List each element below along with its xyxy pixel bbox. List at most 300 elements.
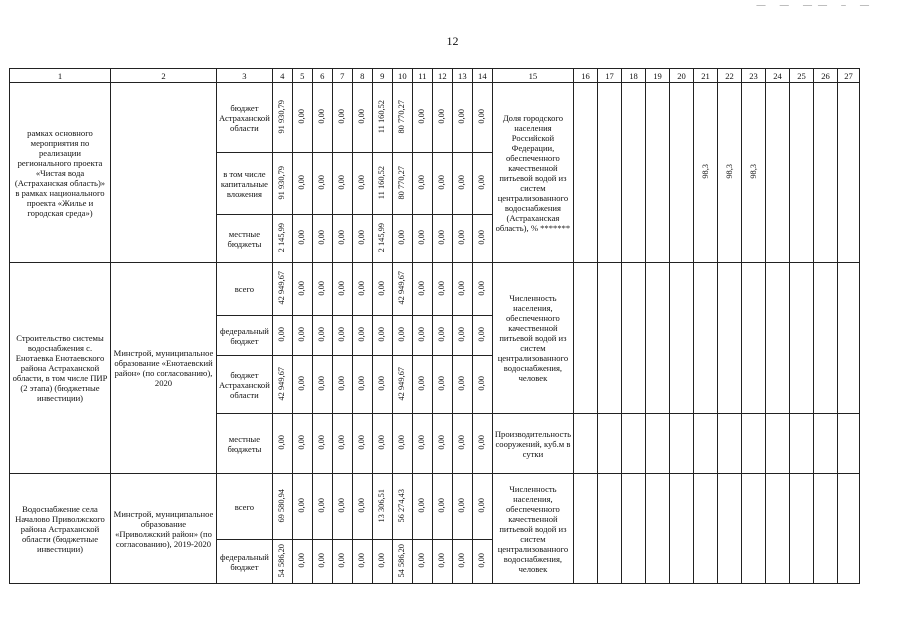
value-cell bbox=[272, 263, 292, 316]
value-cell bbox=[432, 316, 452, 356]
value-cell bbox=[432, 153, 452, 215]
table-row bbox=[10, 263, 860, 316]
value-cell bbox=[272, 153, 292, 215]
value-cell bbox=[392, 540, 412, 584]
value-cell bbox=[472, 540, 492, 584]
value-text: 0,00 bbox=[317, 230, 327, 245]
value-cell bbox=[312, 540, 332, 584]
value-cell bbox=[272, 83, 292, 153]
target-cell bbox=[718, 83, 742, 263]
indicator-name: Доля городского населения Российской Федерации, обеспеченного качественной питьевой водой из систем централизованного водоснабжения (Астраханская область), % ******* bbox=[492, 83, 573, 263]
value-text: 0,00 bbox=[317, 498, 327, 513]
value-text: 0,00 bbox=[377, 327, 387, 342]
value-text: 0,00 bbox=[377, 280, 387, 296]
value-text: 0,00 bbox=[457, 327, 467, 342]
value-text: 0,00 bbox=[357, 230, 367, 245]
value-text: 0,00 bbox=[297, 498, 307, 513]
empty-cell bbox=[814, 83, 838, 263]
column-number: 5 bbox=[292, 69, 312, 83]
value-text: 54 586,20 bbox=[277, 543, 287, 578]
column-number: 25 bbox=[790, 69, 814, 83]
empty-cell bbox=[694, 414, 718, 474]
value-text: 0,00 bbox=[437, 230, 447, 245]
value-cell bbox=[452, 540, 472, 584]
empty-cell bbox=[718, 474, 742, 584]
value-cell bbox=[332, 215, 352, 263]
value-text: 2 145,99 bbox=[277, 222, 287, 253]
value-text: 0,00 bbox=[317, 327, 327, 342]
value-text: 0,00 bbox=[337, 435, 347, 450]
value-cell bbox=[372, 215, 392, 263]
empty-cell bbox=[622, 263, 646, 414]
value-text: 0,00 bbox=[377, 435, 387, 450]
value-text: 0,00 bbox=[477, 435, 487, 450]
value-cell bbox=[292, 540, 312, 584]
value-text: 0,00 bbox=[337, 109, 347, 124]
value-cell bbox=[312, 474, 332, 540]
empty-cell bbox=[598, 474, 622, 584]
value-text: 0,00 bbox=[437, 498, 447, 513]
value-text: 0,00 bbox=[477, 280, 487, 296]
value-text: 0,00 bbox=[317, 553, 327, 568]
value-cell bbox=[292, 263, 312, 316]
executor bbox=[111, 83, 217, 263]
empty-cell bbox=[838, 263, 860, 414]
value-text: 0,00 bbox=[377, 553, 387, 568]
value-cell bbox=[292, 316, 312, 356]
value-cell bbox=[352, 316, 372, 356]
value-cell bbox=[392, 153, 412, 215]
funding-source: федеральный бюджет bbox=[217, 540, 273, 584]
column-numbers-row bbox=[10, 69, 860, 83]
column-number: 7 bbox=[332, 69, 352, 83]
value-cell bbox=[412, 414, 432, 474]
empty-cell bbox=[742, 414, 766, 474]
value-cell bbox=[392, 474, 412, 540]
value-text: 0,00 bbox=[357, 376, 367, 391]
value-cell bbox=[312, 153, 332, 215]
value-cell bbox=[312, 316, 332, 356]
value-text: 0,00 bbox=[477, 175, 487, 190]
value-text: 0,00 bbox=[357, 280, 367, 296]
value-cell bbox=[272, 316, 292, 356]
value-cell bbox=[392, 83, 412, 153]
value-text: 0,00 bbox=[457, 376, 467, 391]
value-cell bbox=[292, 153, 312, 215]
value-cell bbox=[372, 263, 392, 316]
empty-cell bbox=[694, 474, 718, 584]
empty-cell bbox=[766, 83, 790, 263]
target-cell bbox=[742, 83, 766, 263]
value-cell bbox=[272, 356, 292, 414]
column-number: 21 bbox=[694, 69, 718, 83]
value-cell bbox=[372, 153, 392, 215]
empty-cell bbox=[622, 474, 646, 584]
value-cell bbox=[352, 474, 372, 540]
column-number: 20 bbox=[670, 69, 694, 83]
empty-cell bbox=[766, 474, 790, 584]
value-text: 0,00 bbox=[437, 280, 447, 296]
value-text: 0,00 bbox=[317, 435, 327, 450]
empty-cell bbox=[814, 263, 838, 414]
funding-source: в том числе капитальные вложения bbox=[217, 153, 273, 215]
value-cell bbox=[452, 153, 472, 215]
value-text: 0,00 bbox=[477, 376, 487, 391]
value-text: 0,00 bbox=[417, 327, 427, 342]
value-cell bbox=[352, 263, 372, 316]
value-cell bbox=[372, 474, 392, 540]
empty-cell bbox=[670, 474, 694, 584]
target-value: 98,3 bbox=[700, 164, 710, 179]
empty-cell bbox=[622, 83, 646, 263]
value-cell bbox=[332, 356, 352, 414]
value-cell bbox=[452, 474, 472, 540]
value-cell bbox=[352, 215, 372, 263]
activity-name: рамках основного мероприятия по реализации регионального проекта «Чистая вода (Астраханская область)» в рамках национального проекта «Жилье и городская среда») bbox=[10, 83, 111, 263]
value-cell bbox=[292, 356, 312, 414]
empty-cell bbox=[790, 474, 814, 584]
empty-cell bbox=[646, 83, 670, 263]
value-text: 0,00 bbox=[457, 498, 467, 513]
column-number: 14 bbox=[472, 69, 492, 83]
value-text: 0,00 bbox=[457, 109, 467, 124]
page-number: 12 bbox=[446, 34, 459, 48]
empty-cell bbox=[670, 83, 694, 263]
value-cell bbox=[332, 153, 352, 215]
value-text: 0,00 bbox=[437, 435, 447, 450]
value-text: 0,00 bbox=[397, 435, 407, 450]
value-text: 0,00 bbox=[477, 498, 487, 513]
value-text: 0,00 bbox=[417, 175, 427, 190]
value-cell bbox=[412, 316, 432, 356]
indicator-name: Численность населения, обеспеченного качественной питьевой водой из систем централизованного водоснабжения, человек bbox=[492, 263, 573, 414]
empty-cell bbox=[670, 414, 694, 474]
value-cell bbox=[372, 414, 392, 474]
value-text: 0,00 bbox=[377, 376, 387, 391]
value-text: 0,00 bbox=[357, 327, 367, 342]
value-text: 11 160,52 bbox=[377, 165, 387, 200]
value-text: 0,00 bbox=[437, 553, 447, 568]
value-text: 0,00 bbox=[357, 175, 367, 190]
empty-cell bbox=[766, 263, 790, 414]
value-text: 0,00 bbox=[417, 280, 427, 296]
value-cell bbox=[332, 474, 352, 540]
value-text: 0,00 bbox=[417, 435, 427, 450]
value-text: 0,00 bbox=[357, 435, 367, 450]
value-cell bbox=[272, 414, 292, 474]
value-cell bbox=[352, 83, 372, 153]
column-number: 23 bbox=[742, 69, 766, 83]
empty-cell bbox=[646, 263, 670, 414]
value-cell bbox=[352, 153, 372, 215]
target-value: 98,3 bbox=[748, 164, 758, 179]
empty-cell bbox=[790, 263, 814, 414]
empty-cell bbox=[790, 83, 814, 263]
value-text: 91 930,79 bbox=[277, 165, 287, 200]
value-cell bbox=[292, 83, 312, 153]
value-cell bbox=[352, 414, 372, 474]
value-text: 13 306,51 bbox=[377, 488, 387, 523]
value-cell bbox=[432, 474, 452, 540]
empty-cell bbox=[574, 263, 598, 414]
value-cell bbox=[312, 215, 332, 263]
value-text: 91 930,79 bbox=[277, 99, 287, 134]
table-row bbox=[10, 474, 860, 540]
value-text: 0,00 bbox=[417, 498, 427, 513]
empty-cell bbox=[598, 83, 622, 263]
column-number: 10 bbox=[392, 69, 412, 83]
value-text: 0,00 bbox=[297, 327, 307, 342]
empty-cell bbox=[622, 414, 646, 474]
empty-cell bbox=[574, 83, 598, 263]
value-text: 0,00 bbox=[297, 376, 307, 391]
value-text: 0,00 bbox=[297, 230, 307, 245]
column-number: 6 bbox=[312, 69, 332, 83]
value-cell bbox=[452, 83, 472, 153]
value-text: 42 949,67 bbox=[397, 366, 407, 401]
value-cell bbox=[372, 540, 392, 584]
indicator-name: Численность населения, обеспеченного качественной питьевой водой из систем централизованного водоснабжения, человек bbox=[492, 474, 573, 584]
value-cell bbox=[352, 356, 372, 414]
value-cell bbox=[452, 316, 472, 356]
value-cell bbox=[312, 356, 332, 414]
value-text: 0,00 bbox=[297, 553, 307, 568]
funding-source: местные бюджеты bbox=[217, 414, 273, 474]
column-number: 22 bbox=[718, 69, 742, 83]
value-cell bbox=[432, 215, 452, 263]
indicator-name: Производительность сооружений, куб.м в сутки bbox=[492, 414, 573, 474]
value-cell bbox=[272, 474, 292, 540]
value-text: 80 770,27 bbox=[397, 165, 407, 200]
column-number: 9 bbox=[372, 69, 392, 83]
value-text: 0,00 bbox=[337, 498, 347, 513]
value-text: 0,00 bbox=[337, 376, 347, 391]
value-text: 0,00 bbox=[337, 280, 347, 296]
column-number: 13 bbox=[452, 69, 472, 83]
funding-source: бюджет Астраханской области bbox=[217, 83, 273, 153]
value-cell bbox=[392, 316, 412, 356]
column-number: 18 bbox=[622, 69, 646, 83]
value-text: 0,00 bbox=[437, 175, 447, 190]
target-value: 98,3 bbox=[724, 164, 734, 179]
value-cell bbox=[332, 540, 352, 584]
value-cell bbox=[452, 414, 472, 474]
value-cell bbox=[412, 153, 432, 215]
empty-cell bbox=[838, 414, 860, 474]
empty-cell bbox=[598, 263, 622, 414]
value-text: 0,00 bbox=[317, 376, 327, 391]
value-text: 0,00 bbox=[457, 435, 467, 450]
value-text: 11 160,52 bbox=[377, 99, 387, 134]
value-cell bbox=[472, 356, 492, 414]
value-text: 0,00 bbox=[397, 230, 407, 245]
value-cell bbox=[272, 540, 292, 584]
funding-source: всего bbox=[217, 263, 273, 316]
value-text: 42 949,67 bbox=[277, 271, 287, 305]
activity-name: Строительство системы водоснабжения с. Енотаевка Енотаевского района Астраханской области, в том числе ПИР (2 этапа) (бюджетные инвестиции) bbox=[10, 263, 111, 474]
header-marks: — — —— – — bbox=[756, 0, 875, 10]
column-number: 1 bbox=[10, 69, 111, 83]
value-cell bbox=[332, 316, 352, 356]
value-text: 0,00 bbox=[317, 280, 327, 296]
value-text: 0,00 bbox=[297, 175, 307, 190]
value-cell bbox=[472, 153, 492, 215]
column-number: 16 bbox=[574, 69, 598, 83]
column-number: 27 bbox=[838, 69, 860, 83]
value-cell bbox=[432, 540, 452, 584]
empty-cell bbox=[814, 474, 838, 584]
empty-cell bbox=[718, 263, 742, 414]
target-cell bbox=[694, 83, 718, 263]
value-text: 0,00 bbox=[477, 230, 487, 245]
value-cell bbox=[452, 356, 472, 414]
value-cell bbox=[292, 215, 312, 263]
column-number: 8 bbox=[352, 69, 372, 83]
value-cell bbox=[272, 215, 292, 263]
empty-cell bbox=[574, 414, 598, 474]
value-cell bbox=[312, 414, 332, 474]
column-number: 11 bbox=[412, 69, 432, 83]
value-text: 0,00 bbox=[317, 175, 327, 190]
empty-cell bbox=[646, 474, 670, 584]
value-text: 0,00 bbox=[477, 109, 487, 124]
value-cell bbox=[472, 83, 492, 153]
value-cell bbox=[392, 356, 412, 414]
value-cell bbox=[412, 540, 432, 584]
table-row bbox=[10, 83, 860, 153]
empty-cell bbox=[838, 474, 860, 584]
value-cell bbox=[412, 83, 432, 153]
value-cell bbox=[452, 263, 472, 316]
column-number: 4 bbox=[272, 69, 292, 83]
value-text: 0,00 bbox=[317, 109, 327, 124]
value-text: 0,00 bbox=[457, 280, 467, 296]
value-cell bbox=[472, 263, 492, 316]
value-text: 0,00 bbox=[277, 327, 287, 342]
value-cell bbox=[372, 316, 392, 356]
value-text: 0,00 bbox=[457, 230, 467, 245]
funding-source: местные бюджеты bbox=[217, 215, 273, 263]
empty-cell bbox=[790, 414, 814, 474]
column-number: 2 bbox=[111, 69, 217, 83]
value-cell bbox=[432, 414, 452, 474]
column-number: 24 bbox=[766, 69, 790, 83]
column-number: 19 bbox=[646, 69, 670, 83]
value-cell bbox=[372, 356, 392, 414]
funding-source: федеральный бюджет bbox=[217, 316, 273, 356]
value-cell bbox=[412, 215, 432, 263]
value-cell bbox=[452, 215, 472, 263]
value-text: 0,00 bbox=[337, 327, 347, 342]
activity-name: Водоснабжение села Началово Приволжского района Астраханской области (бюджетные инвестиции) bbox=[10, 474, 111, 584]
funding-source: бюджет Астраханской области bbox=[217, 356, 273, 414]
value-text: 0,00 bbox=[277, 435, 287, 450]
empty-cell bbox=[694, 263, 718, 414]
column-number: 17 bbox=[598, 69, 622, 83]
value-text: 0,00 bbox=[337, 553, 347, 568]
value-text: 0,00 bbox=[357, 109, 367, 124]
empty-cell bbox=[742, 474, 766, 584]
table-body bbox=[10, 69, 860, 584]
value-text: 0,00 bbox=[457, 553, 467, 568]
empty-cell bbox=[718, 414, 742, 474]
value-cell bbox=[332, 83, 352, 153]
value-cell bbox=[332, 414, 352, 474]
value-cell bbox=[412, 474, 432, 540]
empty-cell bbox=[742, 263, 766, 414]
value-cell bbox=[472, 414, 492, 474]
empty-cell bbox=[574, 474, 598, 584]
value-cell bbox=[312, 263, 332, 316]
value-text: 0,00 bbox=[297, 109, 307, 124]
value-cell bbox=[332, 263, 352, 316]
value-cell bbox=[372, 83, 392, 153]
value-text: 42 949,67 bbox=[397, 271, 407, 305]
value-cell bbox=[292, 414, 312, 474]
empty-cell bbox=[670, 263, 694, 414]
value-text: 54 586,20 bbox=[397, 543, 407, 578]
value-text: 69 580,94 bbox=[277, 488, 287, 523]
value-text: 0,00 bbox=[397, 327, 407, 342]
value-text: 0,00 bbox=[357, 498, 367, 513]
value-cell bbox=[412, 356, 432, 414]
value-text: 0,00 bbox=[337, 230, 347, 245]
column-number: 3 bbox=[217, 69, 273, 83]
value-text: 0,00 bbox=[297, 435, 307, 450]
empty-cell bbox=[598, 414, 622, 474]
value-text: 0,00 bbox=[457, 175, 467, 190]
value-cell bbox=[472, 316, 492, 356]
value-cell bbox=[432, 83, 452, 153]
value-cell bbox=[392, 215, 412, 263]
value-text: 0,00 bbox=[297, 280, 307, 296]
value-text: 0,00 bbox=[477, 327, 487, 342]
value-text: 0,00 bbox=[417, 553, 427, 568]
value-text: 0,00 bbox=[437, 376, 447, 391]
value-cell bbox=[472, 474, 492, 540]
value-text: 0,00 bbox=[417, 230, 427, 245]
column-number: 12 bbox=[432, 69, 452, 83]
empty-cell bbox=[814, 414, 838, 474]
value-text: 2 145,99 bbox=[377, 222, 387, 253]
column-number: 26 bbox=[814, 69, 838, 83]
value-text: 42 949,67 bbox=[277, 366, 287, 401]
empty-cell bbox=[646, 414, 670, 474]
value-text: 80 770,27 bbox=[397, 99, 407, 134]
executor: Минстрой, муниципальное образование «Приволжский район» (по согласованию), 2019-2020 bbox=[111, 474, 217, 584]
value-cell bbox=[432, 263, 452, 316]
empty-cell bbox=[766, 414, 790, 474]
funding-source: всего bbox=[217, 474, 273, 540]
empty-cell bbox=[838, 83, 860, 263]
value-text: 0,00 bbox=[357, 553, 367, 568]
budget-table bbox=[9, 68, 860, 584]
value-cell bbox=[352, 540, 372, 584]
value-cell bbox=[312, 83, 332, 153]
executor: Минстрой, муниципальное образование «Енотаевский район» (по согласованию), 2020 bbox=[111, 263, 217, 474]
value-text: 0,00 bbox=[417, 109, 427, 124]
value-text: 0,00 bbox=[337, 175, 347, 190]
value-text: 0,00 bbox=[417, 376, 427, 391]
value-text: 0,00 bbox=[437, 109, 447, 124]
value-text: 0,00 bbox=[437, 327, 447, 342]
value-cell bbox=[392, 263, 412, 316]
value-cell bbox=[432, 356, 452, 414]
value-cell bbox=[292, 474, 312, 540]
value-cell bbox=[472, 215, 492, 263]
value-text: 56 274,43 bbox=[397, 488, 407, 523]
column-number: 15 bbox=[492, 69, 573, 83]
